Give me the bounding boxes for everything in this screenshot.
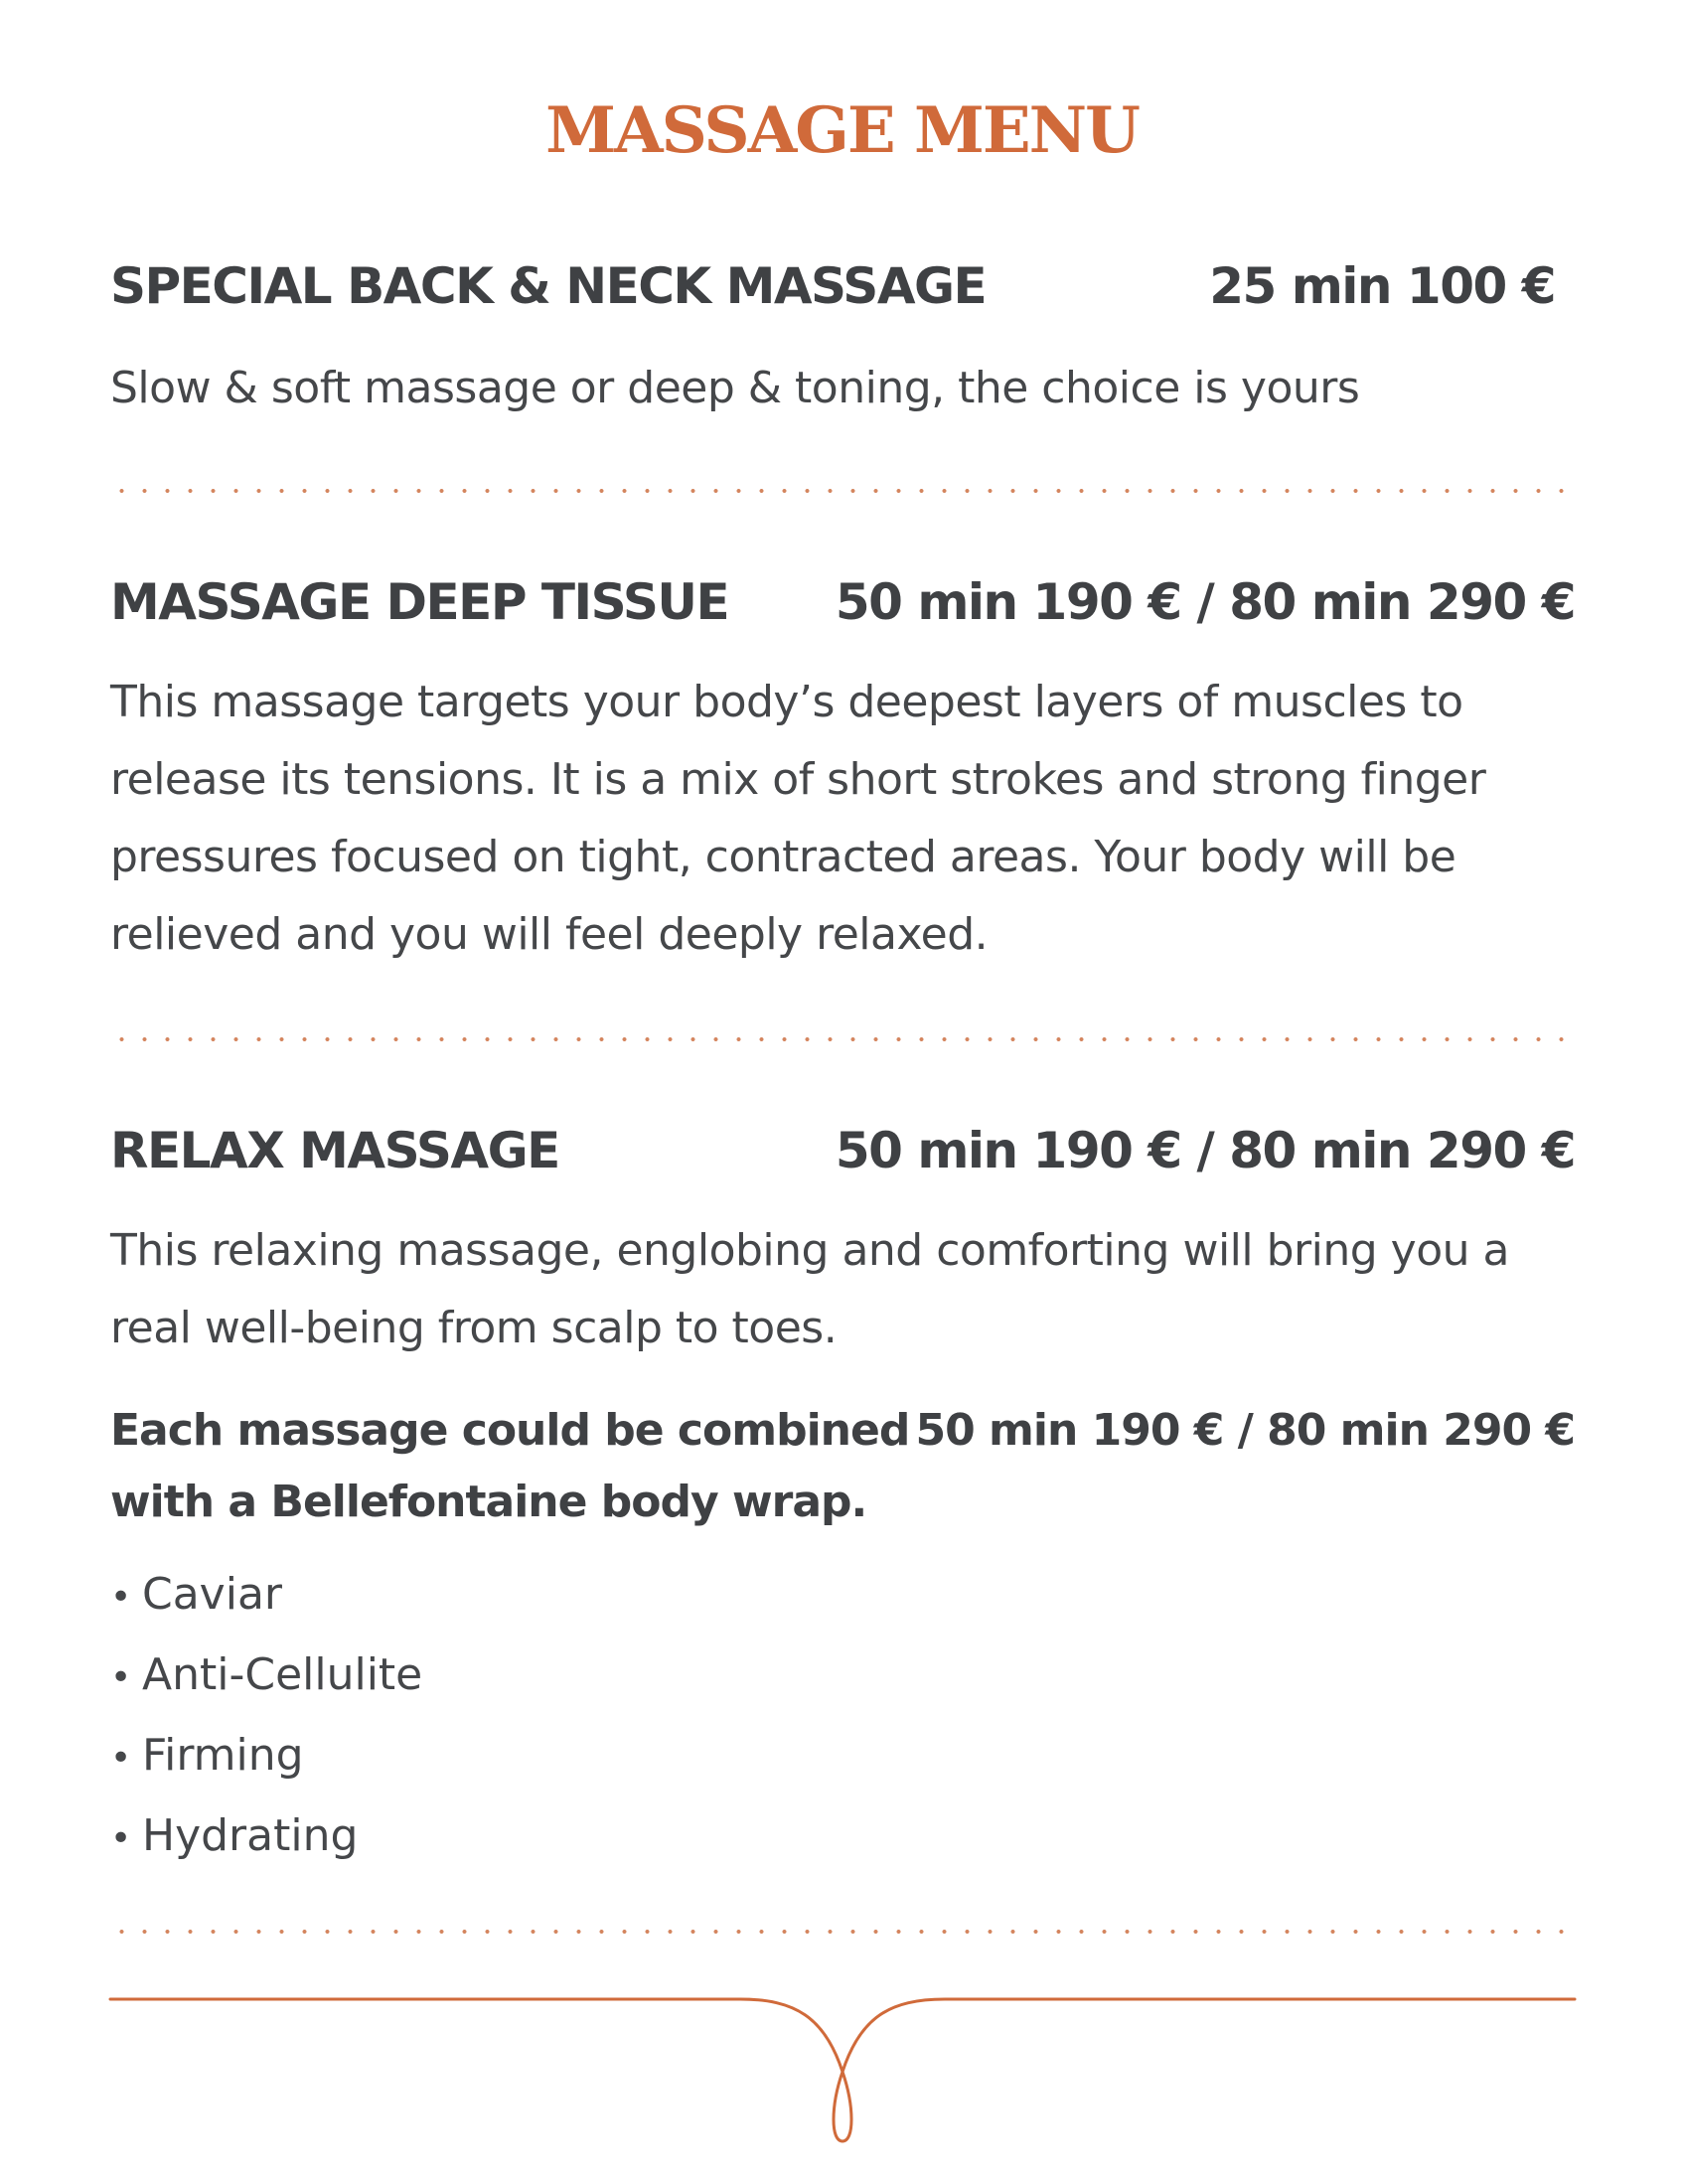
combination-price: 50 min 190 € / 80 min 290 € [915,1405,1575,1456]
bullet-icon: • [110,1577,132,1618]
dotted-divider [110,1037,1575,1041]
description-line: real well-being from scalp to toes. [110,1303,838,1353]
bullet-icon: • [110,1657,132,1698]
dotted-divider [110,1930,1575,1934]
list-item [110,1637,422,1717]
description-line: release its tensions. It is a mix of short strokes and strong finger [110,754,1486,805]
wrap-label: Hydrating [142,1810,359,1861]
item-name: MASSAGE DEEP TISSUE [110,573,729,631]
item-price: 50 min 190 € / 80 min 290 € [835,573,1575,631]
item-price: 25 min 100 € [1209,257,1555,315]
wrap-label: Firming [142,1730,304,1781]
description-line: This massage targets your body’s deepest layers of muscles to [110,677,1463,727]
body-wrap-list [110,1556,422,1878]
note-line: with a Bellefontaine body wrap. [110,1477,867,1527]
dotted-divider [110,489,1575,493]
flourish-ornament-icon [0,1977,1684,2156]
combination-note [110,1395,909,1538]
list-item [110,1717,422,1797]
list-item [110,1556,422,1637]
description-line: pressures focused on tight, contracted areas. Your body will be [110,832,1456,882]
item-name: RELAX MASSAGE [110,1122,559,1179]
item-description [110,664,1485,974]
bullet-icon: • [110,1738,132,1779]
item-description: Slow & soft massage or deep & toning, the choice is yours [110,363,1360,413]
list-item [110,1797,422,1878]
item-price: 50 min 190 € / 80 min 290 € [835,1122,1575,1179]
bullet-icon: • [110,1818,132,1859]
item-name: SPECIAL BACK & NECK MASSAGE [110,257,987,315]
description-line: This relaxing massage, englobing and comforting will bring you a [110,1225,1509,1276]
wrap-label: Caviar [142,1569,283,1620]
page-title: MASSAGE MENU [545,93,1139,168]
description-line: relieved and you will feel deeply relaxed. [110,909,989,960]
item-description [110,1212,1509,1367]
note-line: Each massage could be combined [110,1405,910,1456]
wrap-label: Anti-Cellulite [142,1649,423,1700]
